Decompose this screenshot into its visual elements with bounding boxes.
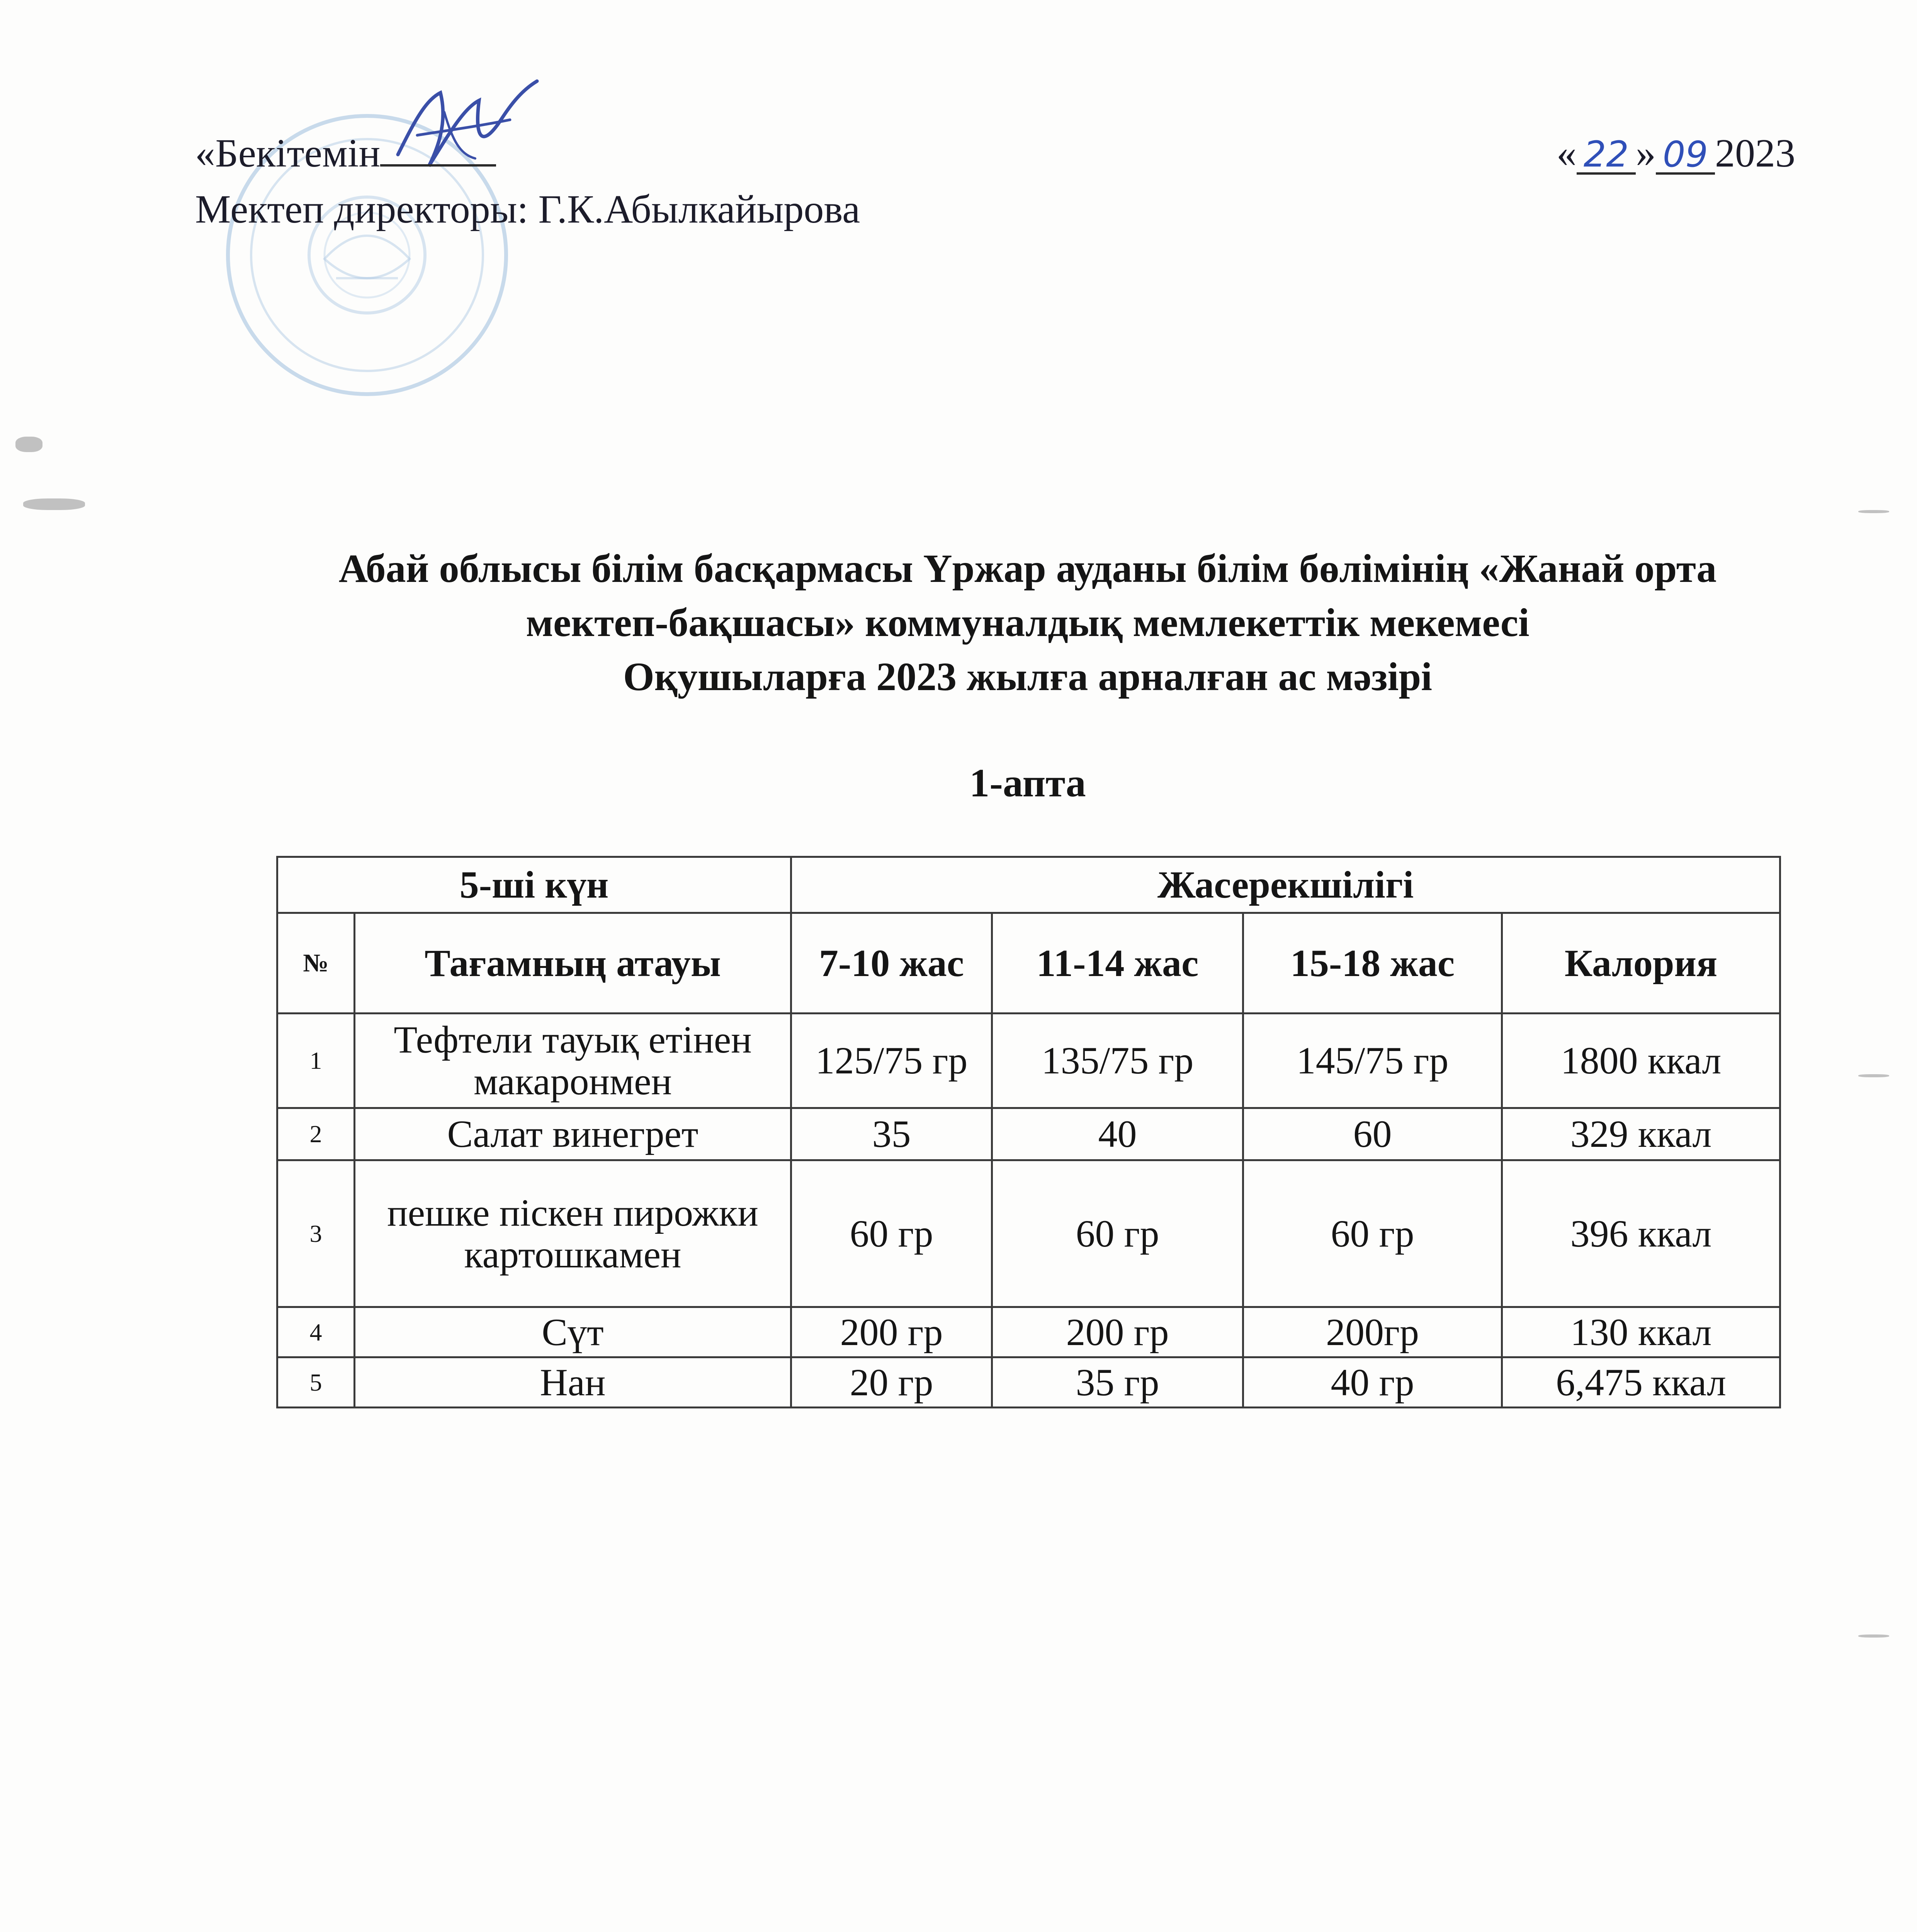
scan-speck bbox=[15, 437, 42, 452]
row-age-7-10: 35 bbox=[791, 1108, 992, 1160]
row-dish-name: Тефтели тауық етінен макаронмен bbox=[355, 1014, 791, 1108]
row-calories: 130 ккал bbox=[1502, 1307, 1780, 1357]
date-close-quote: » bbox=[1635, 131, 1656, 175]
row-calories: 329 ккал bbox=[1502, 1108, 1780, 1160]
row-age-11-14: 60 гр bbox=[992, 1160, 1243, 1307]
row-num: 1 bbox=[277, 1014, 355, 1108]
table-row bbox=[277, 1108, 1780, 1160]
row-num: 2 bbox=[277, 1108, 355, 1160]
date-year: 2023 bbox=[1715, 131, 1795, 175]
col-header-calories: Калория bbox=[1502, 913, 1780, 1014]
row-dish-name: пешке піскен пирожки картошкамен bbox=[355, 1160, 791, 1307]
title-line-2: мектеп-бақшасы» коммуналдық мемлекеттік мекемесі bbox=[526, 600, 1530, 645]
col-header-name: Тағамның атауы bbox=[355, 913, 791, 1014]
row-age-15-18: 60 bbox=[1243, 1108, 1502, 1160]
col-header-age-7-10: 7-10 жас bbox=[791, 913, 992, 1014]
row-dish-name: Нан bbox=[355, 1357, 791, 1408]
col-header-age-11-14: 11-14 жас bbox=[992, 913, 1243, 1014]
col-header-num: № bbox=[277, 913, 355, 1014]
age-group-header: Жасерекшілігі bbox=[791, 857, 1780, 913]
row-age-11-14: 200 гр bbox=[992, 1307, 1243, 1357]
row-dish-name: Салат винегрет bbox=[355, 1108, 791, 1160]
row-num: 3 bbox=[277, 1160, 355, 1307]
table-row bbox=[277, 1307, 1780, 1357]
row-age-7-10: 60 гр bbox=[791, 1160, 992, 1307]
row-calories: 396 ккал bbox=[1502, 1160, 1780, 1307]
row-age-11-14: 40 bbox=[992, 1108, 1243, 1160]
scan-speck bbox=[1858, 1074, 1889, 1077]
title-line-3: Оқушыларға 2023 жылға арналған ас мәзірі bbox=[623, 655, 1433, 699]
row-age-11-14: 135/75 гр bbox=[992, 1014, 1243, 1108]
row-age-15-18: 60 гр bbox=[1243, 1160, 1502, 1307]
table-column-header-row bbox=[277, 913, 1780, 1014]
title-line-1: Абай облысы білім басқармасы Үржар ауданы білім бөлімінің «Жанай орта bbox=[338, 546, 1717, 591]
scan-speck bbox=[1858, 510, 1889, 513]
row-num: 5 bbox=[277, 1357, 355, 1408]
approve-line bbox=[195, 133, 496, 173]
approval-date bbox=[1557, 133, 1795, 175]
scan-speck bbox=[23, 498, 85, 510]
col-header-age-15-18: 15-18 жас bbox=[1243, 913, 1502, 1014]
row-age-15-18: 145/75 гр bbox=[1243, 1014, 1502, 1108]
approve-label: «Бекітемін bbox=[195, 131, 381, 175]
date-open-quote: « bbox=[1556, 131, 1577, 175]
table-row bbox=[277, 1014, 1780, 1108]
row-dish-name: Сүт bbox=[355, 1307, 791, 1357]
date-month: 09 bbox=[1656, 137, 1715, 175]
row-age-7-10: 125/75 гр bbox=[791, 1014, 992, 1108]
row-num: 4 bbox=[277, 1307, 355, 1357]
signature-blank bbox=[380, 137, 496, 167]
row-age-11-14: 35 гр bbox=[992, 1357, 1243, 1408]
table-group-header-row bbox=[277, 857, 1780, 913]
row-age-7-10: 200 гр bbox=[791, 1307, 992, 1357]
row-age-7-10: 20 гр bbox=[791, 1357, 992, 1408]
week-label: 1-апта bbox=[969, 761, 1086, 805]
scan-speck bbox=[1858, 1634, 1889, 1638]
row-calories: 1800 ккал bbox=[1502, 1014, 1780, 1108]
table-row bbox=[277, 1357, 1780, 1408]
row-age-15-18: 200гр bbox=[1243, 1307, 1502, 1357]
menu-table bbox=[276, 856, 1781, 1408]
day-header: 5-ші күн bbox=[277, 857, 791, 913]
table-row bbox=[277, 1160, 1780, 1307]
director-line: Мектеп директоры: Г.К.Абылкайырова bbox=[195, 187, 860, 231]
date-day: 22 bbox=[1577, 137, 1636, 175]
row-age-15-18: 40 гр bbox=[1243, 1357, 1502, 1408]
row-calories: 6,475 ккал bbox=[1502, 1357, 1780, 1408]
